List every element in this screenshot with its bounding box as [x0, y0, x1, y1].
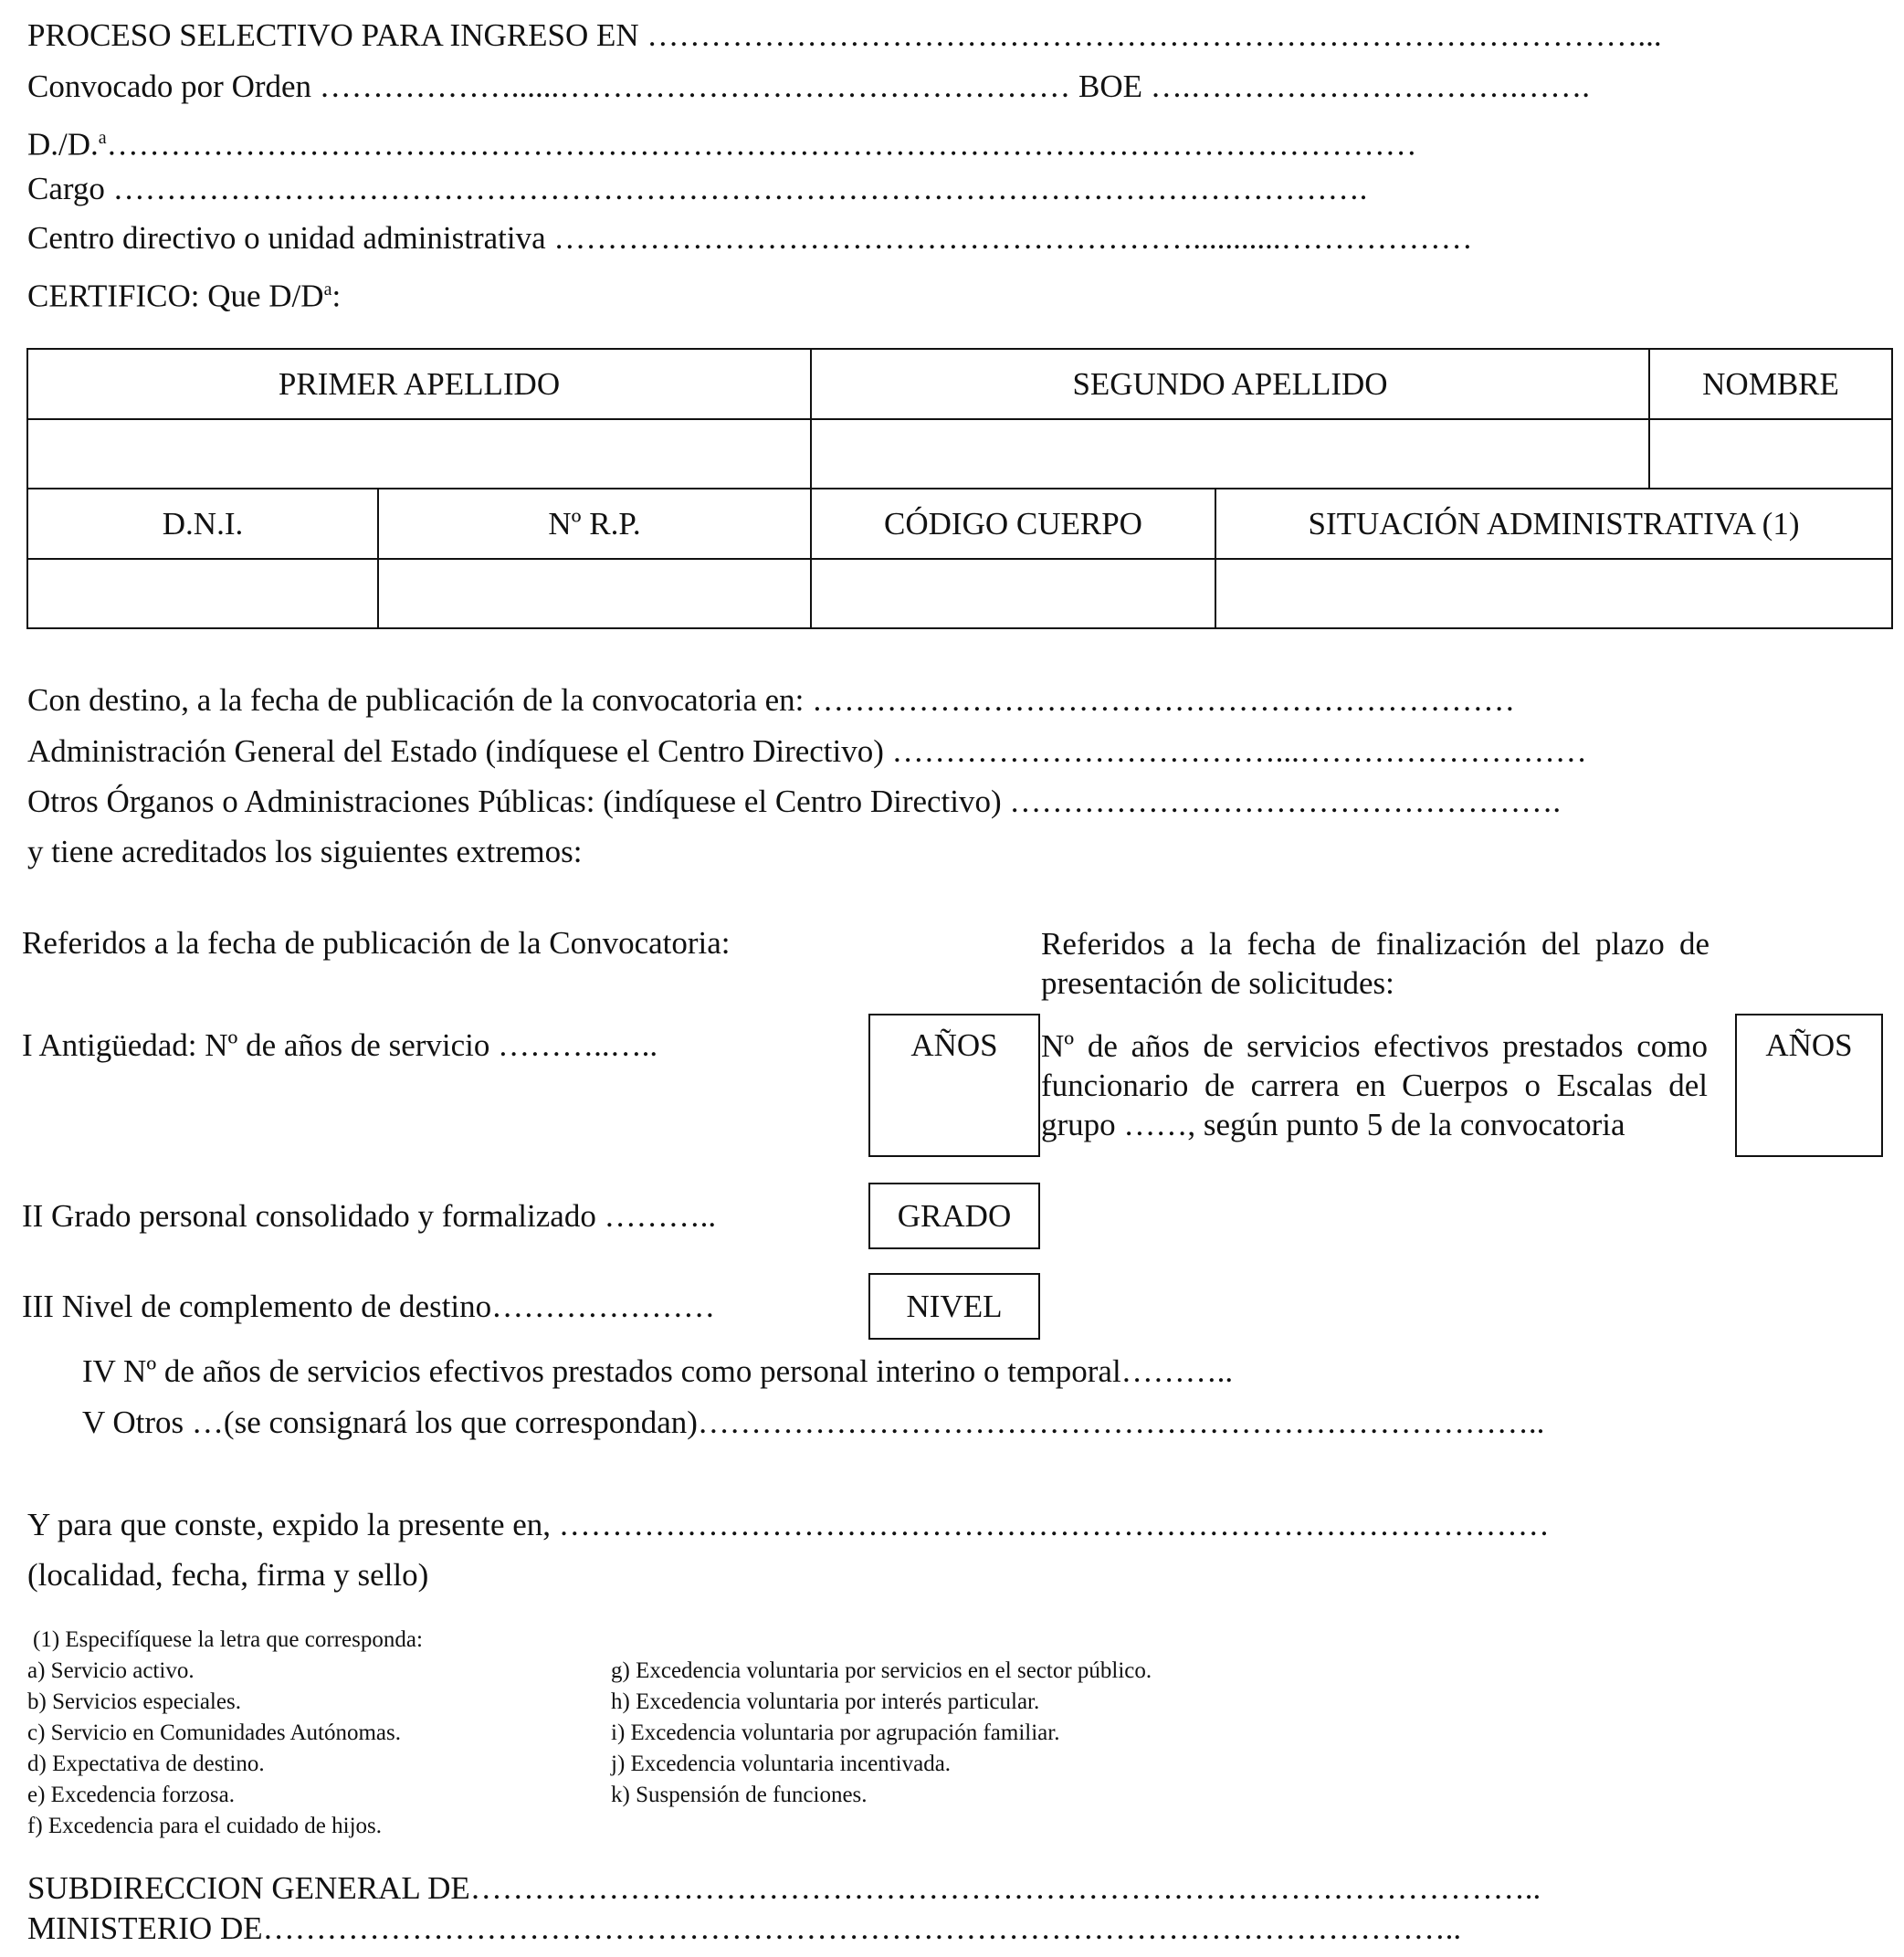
cargo-line: Cargo ………………………………………………………………………………………………………. — [27, 171, 1368, 206]
footnote-item: g) Excedencia voluntaria por servicios en el sector público. — [611, 1658, 1152, 1683]
segundo-apellido-header: SEGUNDO APELLIDO — [811, 349, 1649, 419]
footnote-item: a) Servicio activo. — [27, 1658, 195, 1683]
dd-superscript: a — [98, 128, 107, 148]
identification-table — [26, 348, 1893, 629]
codigo-cuerpo-header: CÓDIGO CUERPO — [811, 489, 1215, 559]
footnote-item: f) Excedencia para el cuidado de hijos. — [27, 1814, 383, 1838]
certifico-label: CERTIFICO: Que D/D — [27, 278, 324, 314]
footnote-item: h) Excedencia voluntaria por interés particular. — [611, 1689, 1040, 1714]
proceso-line: PROCESO SELECTIVO PARA INGRESO EN …………………………………………………………………………………... — [27, 17, 1662, 53]
codigo-cuerpo-field[interactable] — [811, 559, 1215, 628]
anos-box-right[interactable]: AÑOS — [1735, 1014, 1883, 1157]
footnote-item: c) Servicio en Comunidades Autónomas. — [27, 1720, 401, 1745]
nrp-field[interactable] — [378, 559, 811, 628]
footnote-item: d) Expectativa de destino. — [27, 1752, 265, 1776]
destino-line-4: y tiene acreditados los siguientes extremos: — [27, 834, 583, 869]
footnote-item: e) Excedencia forzosa. — [27, 1783, 235, 1807]
nombre-field[interactable] — [1649, 419, 1892, 489]
table-input-row — [27, 419, 1892, 489]
interino-line: IV Nº de años de servicios efectivos prestados como personal interino o temporal……….. — [82, 1353, 1234, 1389]
dni-header: D.N.I. — [27, 489, 378, 559]
dni-field[interactable] — [27, 559, 378, 628]
certifico-line — [27, 270, 341, 316]
right-heading: Referidos a la fecha de finalización del plazo de presentación de solicitudes: — [1041, 926, 1709, 1001]
destino-line-2: Administración General del Estado (indíquese el Centro Directivo) ………………………………...……………………… — [27, 733, 1587, 769]
left-heading: Referidos a la fecha de publicación de la Convocatoria: — [22, 925, 731, 961]
footnote-item: i) Excedencia voluntaria por agrupación familiar. — [611, 1720, 1060, 1745]
grado-box[interactable]: GRADO — [868, 1183, 1040, 1249]
anos-box-left[interactable]: AÑOS — [868, 1014, 1040, 1157]
primer-apellido-header: PRIMER APELLIDO — [27, 349, 811, 419]
ministerio-line: MINISTERIO DE………………………………………………………………………………………………….. — [27, 1910, 1462, 1946]
nivel-label: III Nivel de complemento de destino………………… — [22, 1289, 716, 1324]
table-input-row — [27, 559, 1892, 628]
convocado-line: Convocado por Orden ………………......………………………………………… BOE ….………………………….……. — [27, 68, 1591, 104]
table-header-row — [27, 489, 1892, 559]
footnote-item: b) Servicios especiales. — [27, 1689, 241, 1714]
nombre-header: NOMBRE — [1649, 349, 1892, 419]
grado-label: II Grado personal consolidado y formalizado ……….. — [22, 1198, 717, 1234]
destino-line-3: Otros Órganos o Administraciones Públicas: (indíquese el Centro Directivo) ……………………………………………. — [27, 784, 1562, 819]
subdireccion-line: SUBDIRECCION GENERAL DE……………………………………………………………………………………….. — [27, 1870, 1541, 1906]
dd-line — [27, 119, 1417, 164]
expido-line: Y para que conste, expido la presente en, ………………………………………………………………………………… — [27, 1507, 1550, 1542]
primer-apellido-field[interactable] — [27, 419, 811, 489]
localidad-line: (localidad, fecha, firma y sello) — [27, 1557, 429, 1593]
dd-label: D./D. — [27, 126, 99, 163]
right-item-text: Nº de años de servicios efectivos prestados como funcionario de carrera en Cuerpos o Escalas del grupo ……, según punto 5 de la convocatoria — [1041, 1028, 1708, 1142]
nrp-header: Nº R.P. — [378, 489, 811, 559]
segundo-apellido-field[interactable] — [811, 419, 1649, 489]
nivel-box[interactable]: NIVEL — [868, 1273, 1040, 1340]
table-header-row — [27, 349, 1892, 419]
situacion-administrativa-header: SITUACIÓN ADMINISTRATIVA (1) — [1215, 489, 1892, 559]
certifico-colon: : — [331, 278, 342, 314]
certifico-superscript: a — [323, 279, 332, 300]
footnote-item: k) Suspensión de funciones. — [611, 1783, 868, 1807]
centro-line: Centro directivo o unidad administrativa ……………………………………………………...........……………… — [27, 220, 1473, 256]
otros-line: V Otros …(se consignará los que correspondan)…………………………………………………………………….. — [82, 1405, 1545, 1440]
footnote-title: (1) Especifíquese la letra que corresponda: — [33, 1627, 423, 1652]
situacion-administrativa-field[interactable] — [1215, 559, 1892, 628]
dd-dots: …………………………………………………………………………………………………………… — [106, 126, 1417, 163]
footnote-item: j) Excedencia voluntaria incentivada. — [611, 1752, 952, 1776]
destino-line-1: Con destino, a la fecha de publicación de la convocatoria en: ………………………………………………………… — [27, 682, 1516, 718]
antiguedad-label: I Antigüedad: Nº de años de servicio ………..….. — [22, 1027, 658, 1063]
